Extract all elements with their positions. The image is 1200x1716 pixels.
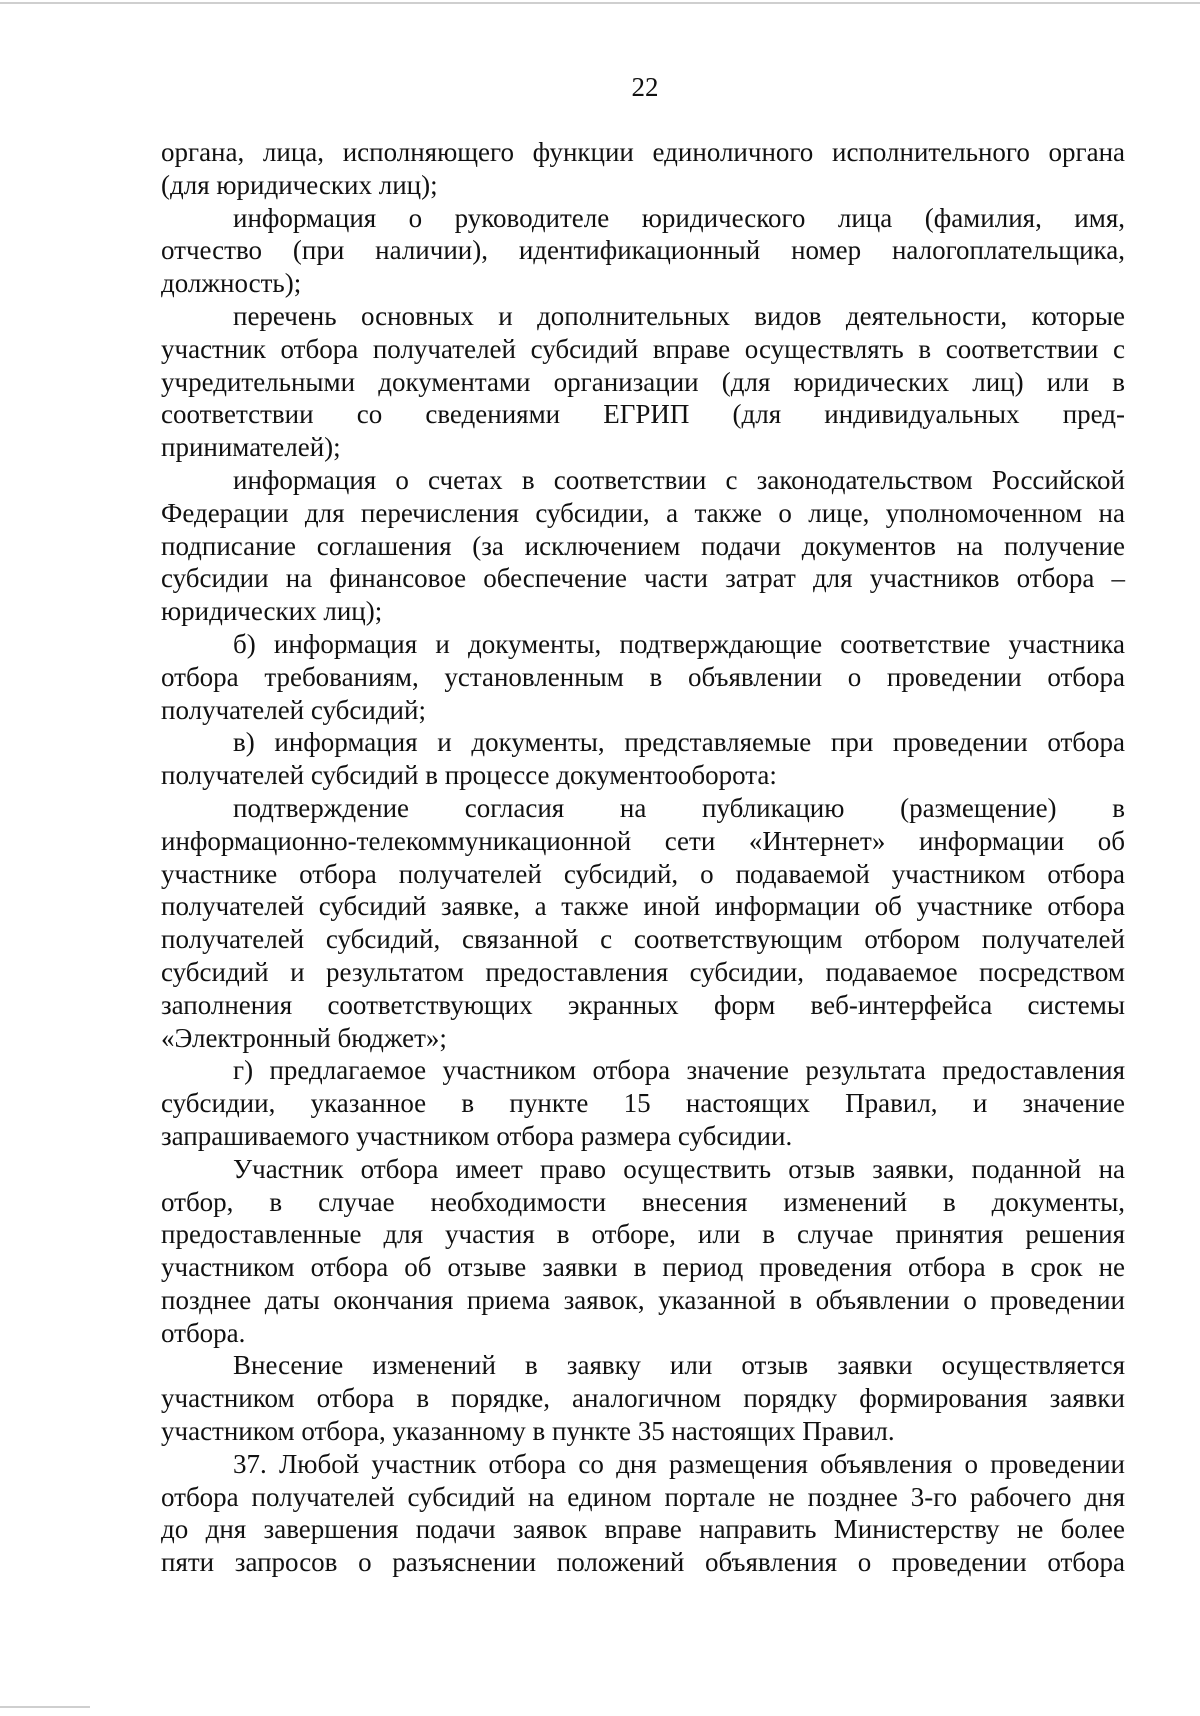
text-line: б) информация и документы, подтверждающие соответствие участника <box>233 628 1125 659</box>
text-line: должность); <box>161 268 302 299</box>
text-line: участником отбора об отзыве заявки в период проведения отбора в срок не <box>161 1252 1125 1283</box>
text-line: получателей субсидий; <box>161 694 426 725</box>
scan-edge-top <box>0 2 1200 4</box>
text-line: информация о руководителе юридического лица (фамилия, имя, <box>233 202 1125 233</box>
text-line: информационно-телекоммуникационной сети «Интернет» информации об <box>161 825 1125 856</box>
text-line: Федерации для перечисления субсидии, а также о лице, уполномоченном на <box>161 497 1125 528</box>
text-line: субсидии, указанное в пункте 15 настоящих Правил, и значение <box>161 1088 1125 1119</box>
text-line: «Электронный бюджет»; <box>161 1022 447 1053</box>
text-line: подписание соглашения (за исключением подачи документов на получение <box>161 530 1125 561</box>
text-line: получателей субсидий заявке, а также иной информации об участнике отбора <box>161 891 1125 922</box>
text-line: соответствии со сведениями ЕГРИП (для индивидуальных пред- <box>161 399 1125 430</box>
text-line: получателей субсидий в процессе документооборота: <box>161 760 777 791</box>
text-line: позднее даты окончания приема заявок, указанной в объявлении о проведении <box>161 1284 1125 1315</box>
text-line: получателей субсидий, связанной с соответствующим отбором получателей <box>161 924 1125 955</box>
scan-edge-bottom <box>0 1706 90 1708</box>
document-body <box>161 136 1125 1579</box>
text-line: участнике отбора получателей субсидий, о подаваемой участником отбора <box>161 858 1125 889</box>
text-line: юридических лиц); <box>161 596 383 627</box>
text-line: учредительными документами организации (для юридических лиц) или в <box>161 366 1125 397</box>
text-line: участник отбора получателей субсидий вправе осуществлять в соответствии с <box>161 333 1125 364</box>
text-line: подтверждение согласия на публикацию (размещение) в <box>233 792 1125 823</box>
page-number: 22 <box>631 72 659 102</box>
text-line: Участник отбора имеет право осуществить отзыв заявки, поданной на <box>233 1153 1125 1184</box>
text-line: (для юридических лиц); <box>161 169 438 200</box>
text-line: субсидии на финансовое обеспечение части затрат для участников отбора – <box>161 563 1125 594</box>
text-line: отбора. <box>161 1317 246 1348</box>
text-line: отбор, в случае необходимости внесения изменений в документы, <box>161 1186 1125 1217</box>
text-line: перечень основных и дополнительных видов деятельности, которые <box>233 300 1125 331</box>
text-line: 37. Любой участник отбора со дня размещения объявления о проведении <box>233 1448 1125 1479</box>
text-line: отбора требованиям, установленным в объявлении о проведении отбора <box>161 661 1125 692</box>
text-line: запрашиваемого участником отбора размера субсидии. <box>161 1120 793 1151</box>
text-line: информация о счетах в соответствии с законодательством Российской <box>233 464 1125 495</box>
text-line: до дня завершения подачи заявок вправе направить Министерству не более <box>161 1514 1125 1545</box>
text-line: в) информация и документы, представляемые при проведении отбора <box>233 727 1125 758</box>
text-line: принимателей); <box>161 432 341 463</box>
text-line: г) предлагаемое участником отбора значение результата предоставления <box>233 1055 1125 1086</box>
text-line: заполнения соответствующих экранных форм веб-интерфейса системы <box>161 989 1125 1020</box>
text-line: участником отбора, указанному в пункте 35 настоящих Правил. <box>161 1416 895 1447</box>
text-line: предоставленные для участия в отборе, или в случае принятия решения <box>161 1219 1125 1250</box>
text-line: Внесение изменений в заявку или отзыв заявки осуществляется <box>233 1350 1125 1381</box>
text-line: органа, лица, исполняющего функции единоличного исполнительного органа <box>161 137 1125 167</box>
text-line: субсидий и результатом предоставления субсидии, подаваемое посредством <box>161 956 1125 987</box>
text-line: отбора получателей субсидий на едином портале не позднее 3-го рабочего дня <box>161 1481 1125 1512</box>
text-line: отчество (при наличии), идентификационный номер налогоплательщика, <box>161 235 1125 266</box>
text-line: пяти запросов о разъяснении положений объявления о проведении отбора <box>161 1547 1125 1578</box>
text-line: участником отбора в порядке, аналогичном порядку формирования заявки <box>161 1383 1125 1414</box>
